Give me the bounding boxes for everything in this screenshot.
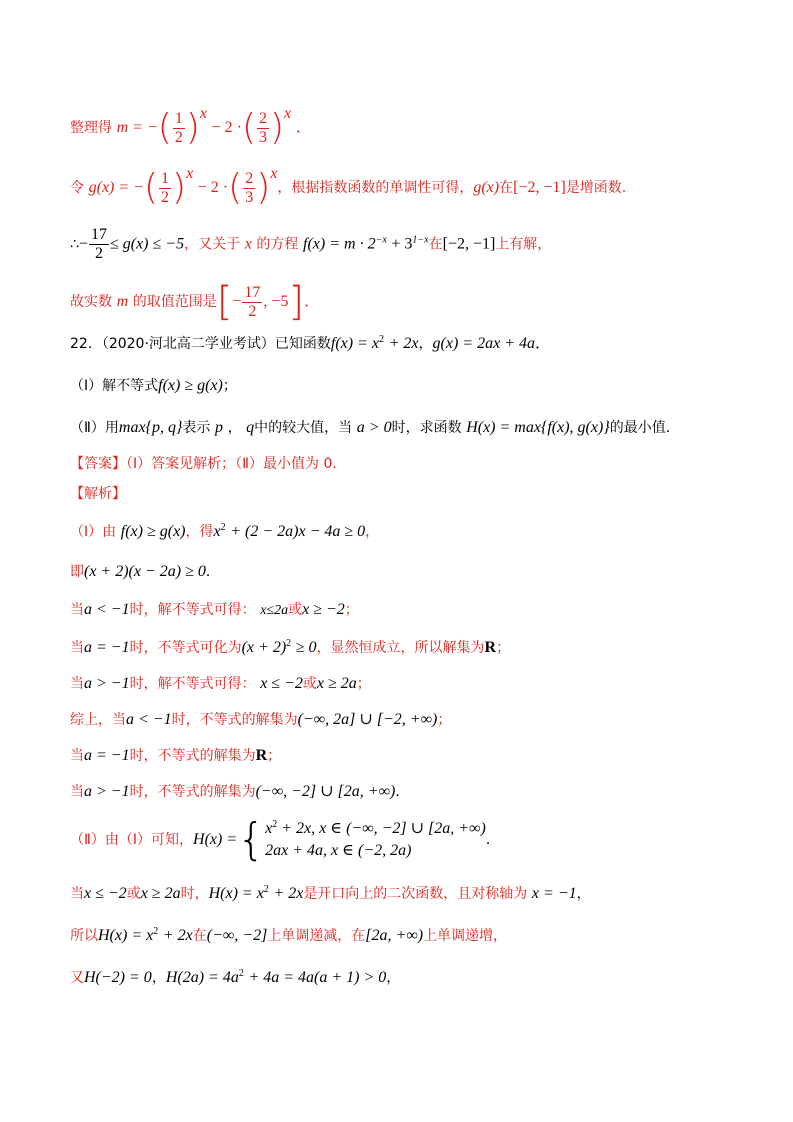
text: 当 [70, 784, 84, 800]
solution-line-10 [70, 884, 591, 904]
text: ，得 [185, 524, 214, 540]
text: ． [205, 564, 220, 580]
solution-line-4 [70, 638, 510, 658]
text: ； [267, 748, 282, 764]
math: x ≤ −2 [260, 675, 303, 692]
math: (−∞, −2] ∪ [2a, +∞) [255, 783, 396, 800]
text: 22．（2020·河北高二学业考试）已知函数 [70, 336, 331, 352]
text: 当 [70, 676, 84, 692]
math-reals: R [255, 747, 268, 764]
question-22 [70, 334, 551, 354]
math: − 2 · [197, 179, 229, 196]
math: (x + 2) [241, 639, 287, 656]
math: x≤2a [260, 603, 289, 618]
math: x ≥ 2a [316, 675, 357, 692]
text: 在 [192, 928, 207, 944]
text: ，根据指数函数的单调性可得， [277, 180, 474, 196]
math: (−∞, 2a] ∪ [−2, +∞) [297, 711, 438, 728]
math: (x + 2)(x − 2a) ≥ 0 [84, 563, 206, 580]
math: [−2, −1] [442, 235, 496, 253]
math: H(−2) = 0 [84, 969, 152, 986]
text: 的取值范围是 [132, 294, 217, 310]
text: ， [386, 970, 401, 986]
text: 时，解不等式可得： [129, 676, 256, 692]
solution-line-8 [70, 782, 409, 802]
text: 或 [288, 602, 303, 618]
math: − 2 · [211, 119, 242, 136]
math: p [214, 419, 223, 436]
text: 【解析】 [70, 486, 126, 502]
text: 整理得 [70, 120, 112, 136]
math: x = −1 [531, 885, 577, 902]
text: ． [395, 784, 410, 800]
text: （Ⅰ）由 [70, 524, 117, 540]
fraction-17-2: $\frac{17}{2}$ [244, 283, 261, 320]
text: ，又关于 [184, 236, 241, 253]
text: 上有解， [495, 236, 552, 253]
text: 令 [70, 180, 84, 196]
exponent: 2 [153, 926, 159, 937]
math: q [246, 419, 255, 436]
paren: ( [143, 167, 159, 208]
answer-line [70, 454, 346, 474]
text: ； [356, 676, 371, 692]
exponent: 2 [238, 968, 244, 979]
piecewise-cases [265, 818, 486, 862]
math: max{p, q} [118, 419, 183, 436]
fraction-two-thirds: $\frac{2}{3}$ [245, 169, 254, 206]
text: ，显然恒成立，所以解集为 [316, 640, 485, 656]
text: 时，不等式的解集为 [129, 748, 256, 764]
text: 时，不等式可化为 [129, 640, 242, 656]
text: ， [151, 970, 166, 986]
text: 上单调递减，在 [267, 928, 366, 944]
math: H(x) = x [98, 927, 154, 944]
solution-line-3 [70, 600, 359, 621]
text: 中的较大值，当 [254, 420, 353, 436]
text: ， [365, 524, 380, 540]
paren: ) [256, 167, 271, 208]
paren: ( [241, 107, 256, 148]
solution-line-5 [70, 674, 371, 694]
math: H(x) = max{f(x), g(x)} [466, 419, 610, 436]
text: ． [485, 832, 500, 848]
text: ， [576, 886, 591, 902]
text: 时，不等式的解集为 [129, 784, 256, 800]
fraction-half: $\frac{1}{2}$ [161, 169, 170, 206]
solution-line-11 [70, 926, 507, 946]
exponent: x [270, 165, 278, 182]
math: x ≤ −2 [84, 885, 127, 902]
math: a > 0 [356, 419, 392, 436]
solution-line-12 [70, 968, 400, 988]
math: + 2x [273, 885, 304, 902]
solution-line-7 [70, 746, 281, 766]
text: 故实数 [70, 294, 112, 310]
math: − [232, 293, 242, 310]
paren: ) [172, 167, 187, 208]
line-define-g [70, 165, 627, 208]
text: 综上，当 [70, 712, 126, 728]
text: 当 [70, 886, 84, 902]
math: g(x) [473, 179, 500, 196]
math: ≤ g(x) ≤ −5 [109, 235, 185, 253]
line-rearrange [70, 105, 312, 148]
exponent: x [186, 165, 194, 182]
solution-line-1 [70, 522, 379, 542]
exponent: 2 [220, 522, 226, 533]
math: + 4a = 4a(a + 1) > 0 [248, 969, 387, 986]
solution-line-6 [70, 710, 451, 730]
math: g(x) = 2ax + 4a [432, 335, 535, 352]
text: 【答案】（Ⅰ）答案见解析；（Ⅱ）最小值为 0． [70, 456, 347, 472]
text: 上单调递增， [423, 928, 508, 944]
math: H(2a) = 4a [165, 969, 239, 986]
math: + (2 − 2a)x − 4a ≥ 0 [230, 523, 366, 540]
text: 时，求函数 [391, 420, 462, 436]
bracket: [ [216, 279, 233, 325]
paren: ) [185, 107, 200, 148]
text: 或 [126, 886, 141, 902]
math: f(x) ≥ g(x) [158, 377, 223, 394]
text: （Ⅱ）由（Ⅰ）可知， [70, 832, 194, 848]
math: m [116, 293, 129, 310]
exponent: 2 [263, 884, 269, 895]
text: 当 [70, 748, 84, 764]
text: （Ⅱ）用 [70, 420, 119, 436]
text: ； [437, 712, 452, 728]
math: m = − [116, 119, 158, 136]
piecewise-brace: { [237, 814, 266, 865]
paren: ( [228, 167, 243, 208]
math: f(x) ≥ g(x) [120, 523, 186, 540]
fraction-half: $\frac{1}{2}$ [174, 109, 183, 146]
text: ， [227, 420, 242, 436]
line-inequality [70, 226, 551, 263]
text: 的方程 [256, 236, 299, 253]
math: ≥ 0 [295, 639, 317, 656]
text: 或 [302, 676, 317, 692]
math: (−∞, −2] [206, 927, 268, 944]
fraction-two-thirds: $\frac{2}{3}$ [258, 109, 267, 146]
math: + 2x [388, 335, 419, 352]
case-2: 2ax + 4a, x ∈ (−2, 2a) [265, 842, 412, 859]
math: [−2, −1] [513, 179, 566, 196]
text: （Ⅰ）解不等式 [70, 378, 159, 394]
math: a > −1 [84, 783, 130, 800]
text: ∴ [70, 236, 79, 253]
math-reals: R [484, 639, 497, 656]
text: 在 [428, 236, 443, 253]
question-part-1 [70, 376, 237, 396]
solution-line-9 [70, 814, 500, 865]
exponent: x [199, 105, 207, 122]
exponent: 2 [286, 638, 292, 649]
exponent: x [284, 105, 292, 122]
math: − [78, 235, 88, 253]
paren: ) [269, 107, 285, 148]
math: H(x) = x [208, 885, 264, 902]
math: f(x) = x [330, 335, 380, 352]
line-range [70, 279, 321, 325]
math: ． [534, 335, 551, 352]
math: f(x) = m · 2 [303, 235, 376, 253]
text: ； [496, 640, 511, 656]
math: x [244, 235, 252, 253]
math: ． [295, 119, 312, 136]
math: + 2x [162, 927, 193, 944]
bracket: ] [288, 279, 305, 325]
paren: ( [157, 107, 172, 148]
math: + 3 [391, 235, 413, 253]
math: a = −1 [84, 747, 130, 764]
text: 时，不等式的解集为 [171, 712, 298, 728]
math: a < −1 [126, 711, 172, 728]
text: 在 [499, 180, 514, 196]
text: ； [344, 602, 359, 618]
math: a < −1 [84, 601, 130, 618]
text: 时， [180, 886, 209, 902]
case-1: $x^2 + 2x$, x ∈ (−∞, −2] ∪ [2a, +∞) [265, 819, 486, 837]
text: 当 [70, 640, 84, 656]
math: H(x) = [193, 831, 238, 848]
text: 又 [70, 970, 84, 986]
text: 当 [70, 602, 84, 618]
text: ； [222, 378, 237, 394]
math: a = −1 [84, 639, 130, 656]
fraction-17-2: $\frac{17}{2}$ [90, 226, 107, 262]
math: x ≥ 2a [140, 885, 181, 902]
math: x ≥ −2 [302, 601, 345, 618]
math: [2a, +∞) [365, 927, 424, 944]
math: x [213, 523, 221, 540]
text: 即 [70, 564, 84, 580]
exponent: 2 [379, 334, 385, 345]
math: g(x) = − [88, 179, 144, 196]
analysis-heading [70, 484, 126, 504]
text: 是开口向上的二次函数，且对称轴为 [303, 886, 528, 902]
exponent: −x [375, 234, 387, 246]
text: 所以 [70, 928, 98, 944]
text: ， [418, 336, 433, 352]
solution-line-2 [70, 562, 220, 582]
text: 表示 [182, 420, 211, 436]
text: 时，解不等式可得： [129, 602, 256, 618]
text: 是增函数. [565, 180, 627, 196]
text: 的最小值． [609, 420, 680, 436]
math: a > −1 [84, 675, 130, 692]
exponent: 1−x [412, 234, 429, 246]
math: , −5 [263, 293, 289, 310]
math: ． [304, 293, 321, 310]
question-part-2 [70, 418, 680, 438]
